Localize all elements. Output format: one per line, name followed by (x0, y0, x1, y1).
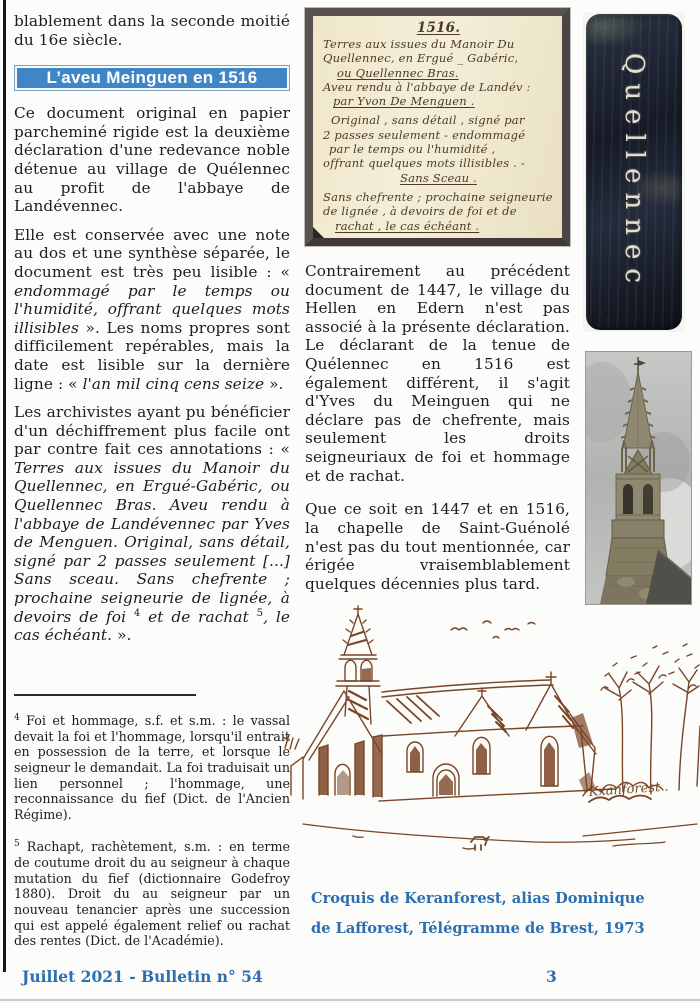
footnote-5 (14, 837, 290, 948)
footnotes-block (14, 694, 290, 949)
text-run: Les archivistes ayant pu bénéficier d'un déchiffrement plus facile ont par contre fait ces annotations : « (14, 403, 290, 459)
church-sketch (283, 596, 700, 884)
sketch-caption: Croquis de Keranforest, alias Dominique de Lafforest, Télégramme de Brest, 1973 (311, 890, 645, 937)
text-run: ». Les noms propres sont difficilement repérables, mais la date est lisible sur la dernière ligne : « (14, 318, 290, 393)
quote-italic: et de rachat (140, 607, 257, 626)
manuscript-line: de lignée , à devoirs de foi et de (323, 204, 517, 219)
manuscript-line: Terres aux issues du Manoir Du (323, 37, 515, 51)
quote-italic: endommagé par le temps ou l'humidité, offrant quelques mots illisibles (14, 281, 290, 337)
paragraph-contrairement: Contrairement au précédent document de 1447, le village du Hellen en Edern n'est pas associé à la présente déclaration. Le déclarant de la tenue de Quélennec en 1516 est également différent, il s'agit d'Yves du Meinguen qui ne déclare pas de chefrente, mais seulement les droits seigneuriaux de foi et hommage et de rachat. (305, 262, 570, 485)
paragraph-archivistes (14, 403, 290, 645)
footnote-separator (14, 694, 196, 696)
manuscript-line: 2 passes seulement - endommagé (323, 127, 526, 142)
manuscript-photo-1516 (305, 8, 570, 246)
quote-italic: l'an mil cinq cens seize (82, 374, 265, 393)
manuscript-line: par Yvon De Menguen . (333, 94, 475, 109)
manuscript-line: rachat , le cas échéant . (335, 218, 480, 233)
text-run: ». (264, 374, 284, 393)
manuscript-line: Sans chefrente ; prochaine seigneurie (323, 189, 553, 204)
quote-italic: , le cas échéant. (14, 607, 290, 645)
paragraph-document-original: Ce document original en papier parcheminé rigide est la deuxième déclaration d'une redevance noble détenue au village de Quélennec au profit de l'abbaye de Landévennec. (14, 104, 290, 216)
left-column (14, 12, 290, 655)
manuscript-line: Original , sans détail , signé par (331, 113, 525, 128)
scan-edge-bottom (0, 999, 700, 1001)
paragraph-conservation (14, 226, 290, 393)
paragraph-continuation: blablement dans la seconde moitié du 16e siècle. (14, 12, 290, 49)
footnote-text: Foi et hommage, s.f. et s.m. : le vassal devait la foi et l'hommage, lorsqu'il entrait en possession de la terre, et lorsque le seigneur le demandait. La foi traduisait un lien personnel ; l'hommage, une reconnaissance du fief (Dict. de l'Ancien Régime). (14, 713, 290, 822)
sketch-signature: Kxanforest . (588, 779, 669, 800)
church-spire-photo (585, 351, 692, 605)
footnote-4 (14, 711, 290, 822)
paragraph-chapelle: Que ce soit en 1447 et en 1516, la chapelle de Saint-Guénolé n'est pas du tout mentionnée, car érigée vraisemblablement quelques décennies plus tard. (305, 500, 570, 593)
footnote-marker: 5 (14, 839, 20, 850)
manuscript-line: ( il y a des aveux postérieurs. ) (323, 238, 510, 246)
footnote-marker: 4 (14, 713, 20, 723)
photo-corner-notch (313, 227, 324, 238)
text-run: Elle est conservée avec une note au dos et une synthèse séparée, le document est très peu lisible : « (14, 225, 290, 281)
section-title-bar (14, 65, 290, 91)
page-number: 3 (546, 967, 557, 986)
footnote-text: Rachapt, rachètement, s.m. : en terme de coutume droit du au seigneur à chaque mutation du fief (dictionnaire Godefroy 1880). Droit du au seigneur par un nouveau tenancier après une succession qui est appelé également relief ou rachat des rentes (Dict. de l'Académie). (14, 839, 290, 949)
quote-italic: Terres aux issues du Manoir du Quellennec, en Ergué-Gabéric, ou Quellennec Bras. Aveu rendu à l'abbaye de Landévennec par Yves de Menguen. Original, sans détail, signé par 2 passes seulement [...] Sans sceau. Sans chefrente ; prochaine seigneurie de lignée, à devoirs de foi (14, 458, 290, 626)
manuscript-line: Sans Sceau . (400, 170, 477, 185)
manuscript-line: offrant quelques mots illisibles . - (323, 156, 525, 171)
manuscript-line: Aveu rendu à l'abbaye de Landév : (323, 79, 531, 94)
section-title: L’aveu Meinguen en 1516 (46, 68, 258, 88)
middle-column (305, 8, 570, 609)
manuscript-line: par le temps ou l'humidité , (329, 142, 496, 157)
manuscript-line: Quellennec, en Ergué _ Gabéric, (323, 51, 519, 66)
footer-issue: Juillet 2021 - Bulletin n° 54 (22, 967, 263, 986)
scan-edge-left (3, 0, 6, 972)
church-sketch-drawing (283, 596, 700, 884)
manuscript-line: 1516. (416, 20, 461, 36)
quellennec-sign-text: Quellennec (619, 52, 649, 292)
text-run: ». (117, 626, 132, 645)
footnote-ref-5: 5 (256, 607, 264, 619)
footnote-ref-4: 4 (133, 607, 141, 619)
manuscript-line: ou Quellennec Bras. (337, 65, 459, 80)
manuscript-paper (313, 16, 562, 246)
quellennec-sign-photo (583, 12, 685, 332)
spire-illustration (586, 352, 691, 604)
quellennec-sign-plate (586, 14, 682, 330)
